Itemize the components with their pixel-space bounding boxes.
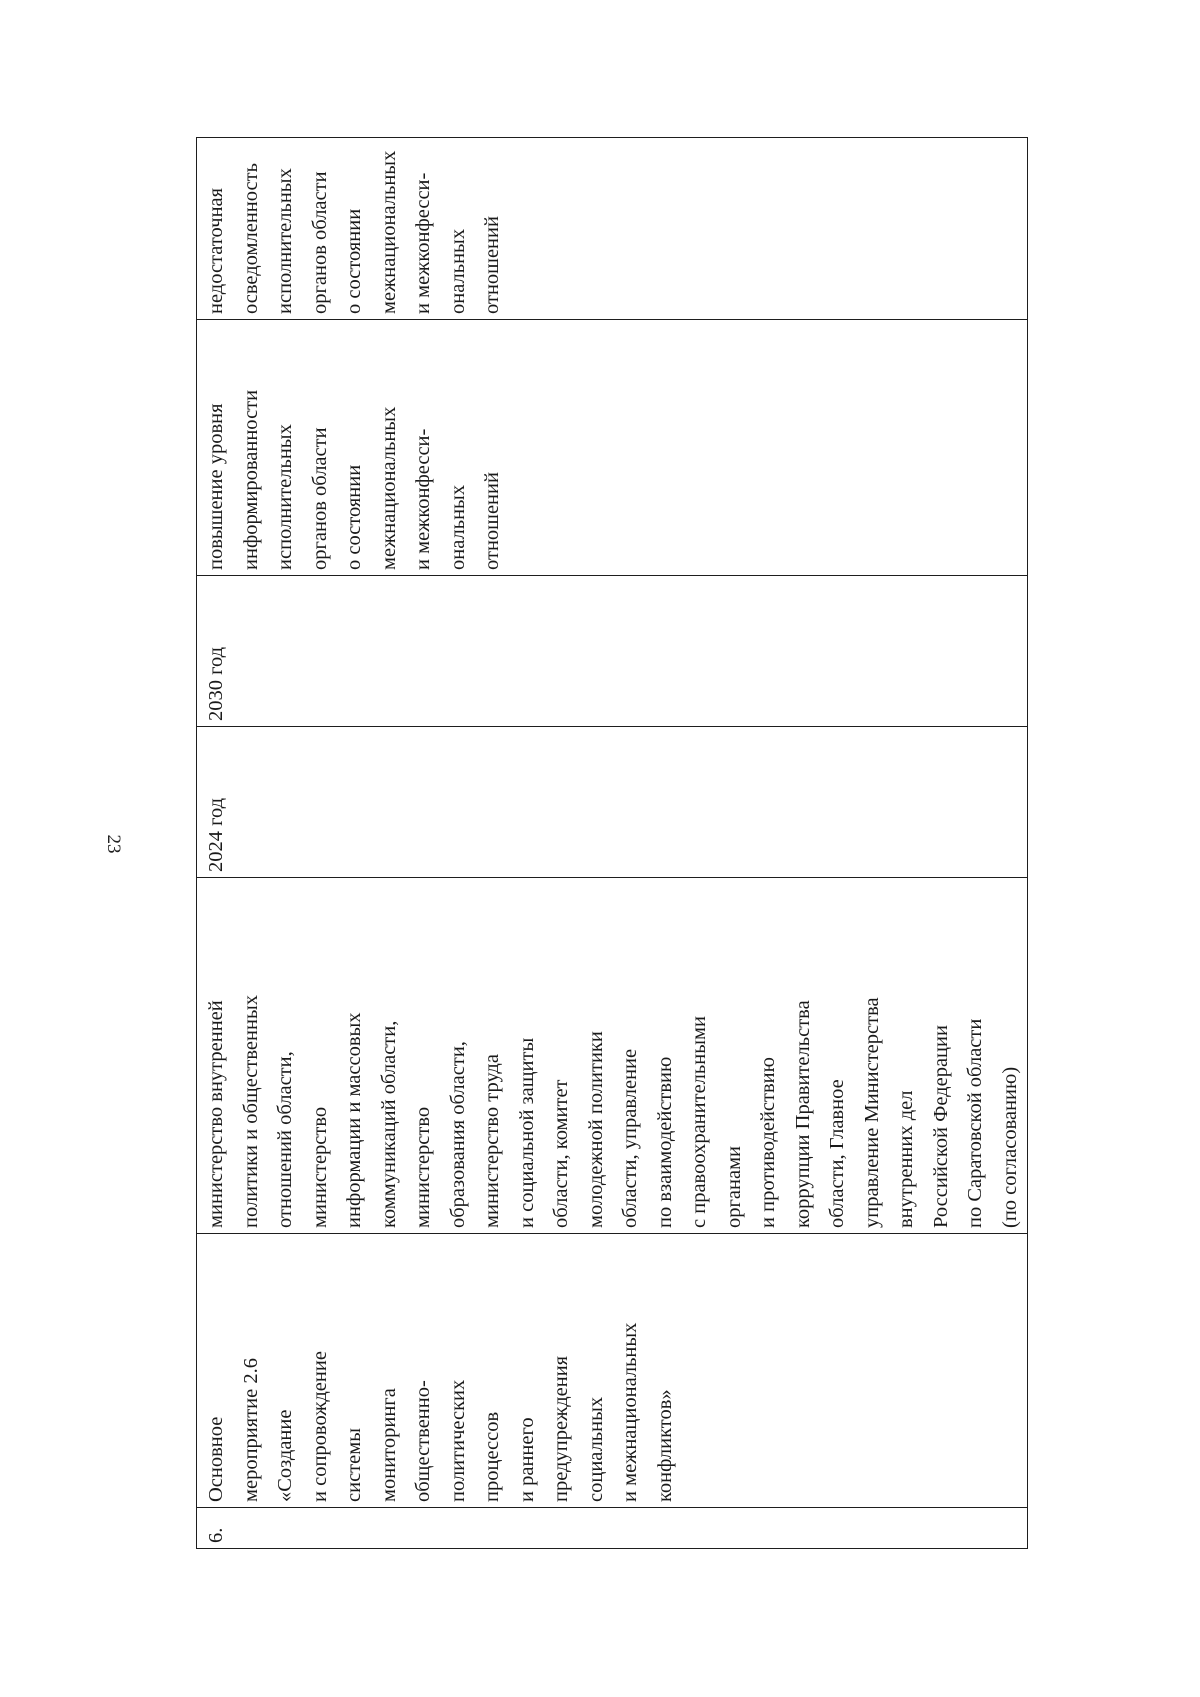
executors-line: образования области, [446,1041,469,1228]
executors-line: и противодействию [757,1057,779,1228]
executors-line: Российской Федерации [929,1025,952,1228]
measure-line: и раннего [515,1417,538,1502]
executors-line: политики и общественных [239,995,262,1228]
executors-line: информации и массовых [343,1012,365,1228]
row-number: 6. [205,1527,227,1543]
measure-line: и сопровождение [308,1351,331,1502]
executors-line: по взаимодействию [653,1056,676,1228]
end-year-cell [197,576,1028,727]
expected-result-line: межнациональных [377,406,400,570]
measure-line: «Создание [274,1409,296,1502]
measure-cell [197,1234,1028,1508]
executors-line: органами [722,1145,745,1228]
executors-line: министерство внутренней [205,1000,227,1228]
measure-line: общественно- [412,1380,434,1502]
consequences-line: недостаточная [205,187,227,314]
executors-line: области, управление [619,1048,641,1228]
executors-line: министерство [308,1106,331,1228]
expected-result-line: о состоянии [343,464,365,570]
executors-line: (по согласованию) [998,1066,1021,1228]
executors-line: области, комитет [550,1079,572,1228]
expected-result-line: отношений [481,472,503,570]
row-number-cell [197,1508,1028,1549]
consequences-cell [197,138,1028,320]
executors-line: молодежной политики [584,1031,607,1228]
expected-result-line: и межконфесси- [412,428,434,570]
expected-result-cell [197,320,1028,576]
expected-result-line: исполнительных [274,424,296,570]
expected-result-line: органов области [308,427,331,570]
consequences-line: о состоянии [343,208,365,314]
expected-result-line: ональных [446,484,469,570]
consequences-line: осведомленность [239,163,262,314]
consequences-line: исполнительных [274,168,296,314]
executors-line: коммуникаций области, [377,1020,400,1228]
measure-line: системы [343,1428,365,1502]
table-row [197,138,1028,1549]
measure-line: мероприятие 2.6 [239,1358,262,1502]
table-container [196,138,1021,1549]
measure-line: предупреждения [550,1355,572,1502]
consequences-line: отношений [481,216,503,314]
executors-line: и социальной защиты [515,1037,538,1228]
executors-cell [197,878,1028,1234]
executors-line: отношений области, [274,1051,296,1228]
consequences-line: органов области [308,171,331,314]
executors-line: коррупции Правительства [791,1000,814,1228]
end-year: 2030 год [205,646,227,721]
expected-result-line: повышение уровня [205,403,227,570]
start-year: 2024 год [205,797,227,872]
consequences-line: и межконфесси- [412,172,434,314]
executors-line: министерство труда [481,1054,503,1228]
measure-line: процессов [481,1411,503,1502]
page-number: 23 [103,834,124,854]
executors-line: министерство [412,1106,434,1228]
consequences-line: межнациональных [377,150,400,314]
executors-line: внутренних дел [895,1090,917,1228]
consequences-line: ональных [446,228,469,314]
executors-line: с правоохранительными [688,1016,710,1228]
measure-line: мониторинга [377,1388,400,1502]
measure-line: конфликтов» [653,1389,676,1502]
measure-line: Основное [205,1416,227,1502]
expected-result-line: информированности [239,389,262,570]
executors-line: области, Главное [826,1079,848,1228]
measures-table [196,137,1028,1549]
executors-line: по Саратовской области [964,1018,986,1228]
measure-line: и межнациональных [619,1322,641,1502]
measure-line: социальных [584,1396,607,1502]
start-year-cell [197,727,1028,878]
executors-line: управление Министерства [860,997,883,1228]
measure-line: политических [446,1379,469,1502]
